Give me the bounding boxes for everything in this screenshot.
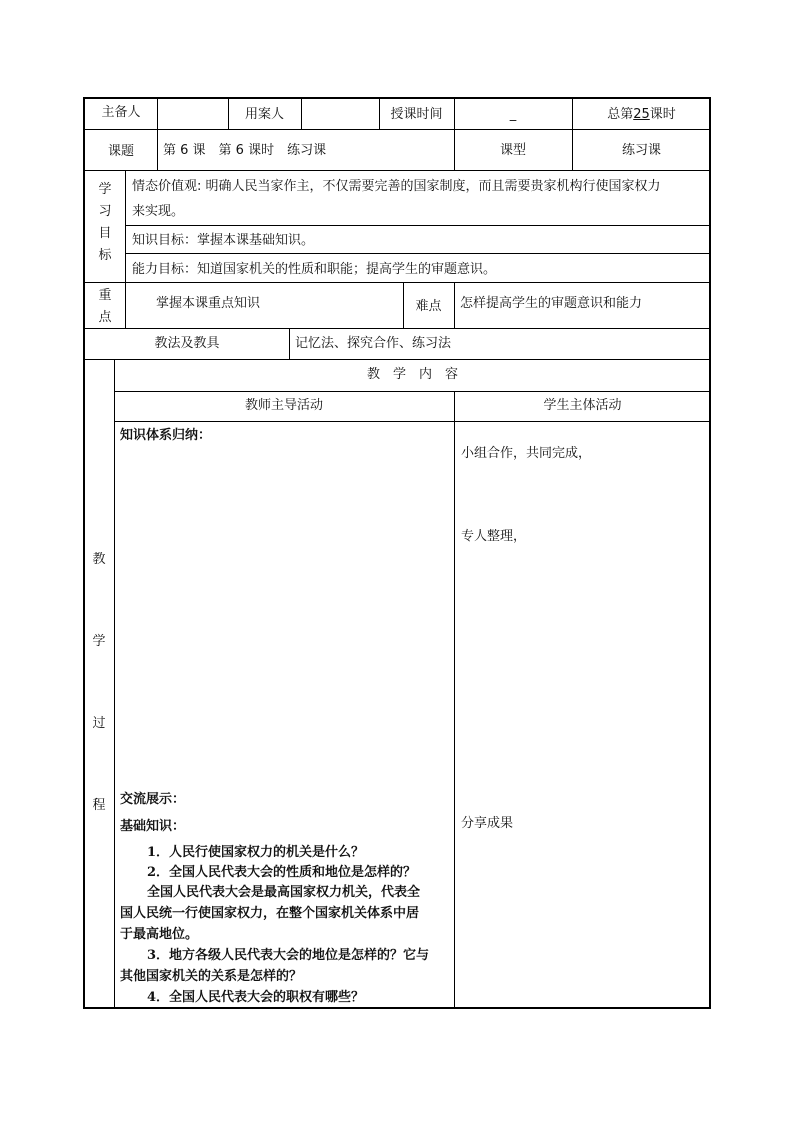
total-prefix: 总第 <box>607 107 634 122</box>
row-divider <box>114 391 711 392</box>
lesson-time-label: 授课时间 <box>390 107 443 122</box>
exchange-heading: 交流展示： <box>120 792 186 807</box>
total-number: 25 <box>633 107 650 122</box>
col-divider <box>454 391 455 1009</box>
lesson-time-value: _ <box>509 107 517 122</box>
row-divider <box>85 282 711 283</box>
answer-line: 于最高地位。 <box>120 927 199 942</box>
content-header: 教 学 内 容 <box>366 367 458 382</box>
student-header: 学生主体活动 <box>543 398 622 413</box>
key-points-value: 掌握本课重点知识 <box>156 296 261 311</box>
objectives-label: 学 习 目 标 <box>98 182 112 263</box>
col-divider <box>301 99 302 129</box>
col-divider <box>157 99 158 129</box>
row-divider <box>85 359 711 360</box>
total-lessons <box>572 107 711 123</box>
col-divider <box>157 129 158 170</box>
type-value: 练习课 <box>621 143 661 158</box>
user-label: 用案人 <box>244 107 284 122</box>
ability-objective: 能力目标：知道国家机关的性质和职能；提高学生的审题意识。 <box>132 262 497 277</box>
question-line: 3．地方各级人民代表大会的地位是怎样的？它与 <box>147 948 430 963</box>
methods-value: 记忆法、探究合作、练习法 <box>295 336 452 351</box>
question-line: 2．全国人民代表大会的性质和地位是怎样的？ <box>147 865 417 880</box>
knowledge-objective: 知识目标：掌握本课基础知识。 <box>132 233 315 248</box>
col-divider <box>114 359 115 1009</box>
difficulty-value: 怎样提高学生的审题意识和能力 <box>460 296 643 311</box>
values-objective-line1: 情态价值观: 明确人民当家作主，不仅需要完善的国家制度，而且需要贵家机构行使国家权力 <box>132 179 661 194</box>
process-label: 教 学 过 程 <box>92 552 106 813</box>
teacher-header: 教师主导活动 <box>244 398 323 413</box>
student-share: 分享成果 <box>461 816 514 831</box>
lesson-plan-table <box>83 97 711 1009</box>
row-divider <box>125 225 711 226</box>
lead-preparer-label: 主备人 <box>101 105 141 120</box>
topic-label: 课题 <box>107 144 134 159</box>
type-label: 课型 <box>499 143 526 158</box>
row-divider <box>85 129 711 130</box>
col-divider <box>454 282 455 328</box>
knowledge-summary-heading: 知识体系归纳： <box>120 428 212 443</box>
row-divider <box>125 253 711 254</box>
question-line: 其他国家机关的关系是怎样的？ <box>120 969 303 984</box>
question-line: 4．全国人民代表大会的职权有哪些？ <box>147 990 365 1005</box>
student-sort: 专人整理， <box>461 529 527 544</box>
answer-line: 国人民统一行使国家权力，在整个国家机关体系中居 <box>120 906 420 921</box>
basics-heading: 基础知识： <box>120 819 186 834</box>
answer-line: 全国人民代表大会是最高国家权力机关，代表全 <box>147 885 421 900</box>
total-suffix: 课时 <box>649 107 676 122</box>
values-objective-line2: 来实现。 <box>132 204 185 219</box>
topic-value: 第 6 课 第 6 课时 练习课 <box>163 143 327 158</box>
methods-label: 教法及教具 <box>154 336 220 351</box>
col-divider <box>125 170 126 328</box>
row-divider <box>114 421 711 422</box>
col-divider <box>289 328 290 359</box>
student-group-work: 小组合作，共同完成， <box>461 446 592 461</box>
difficulty-label: 难点 <box>415 299 442 314</box>
key-points-label: 重 点 <box>98 288 112 325</box>
row-divider <box>85 170 711 171</box>
row-divider <box>85 328 711 329</box>
question-line: 1．人民行使国家权力的机关是什么？ <box>147 845 365 860</box>
